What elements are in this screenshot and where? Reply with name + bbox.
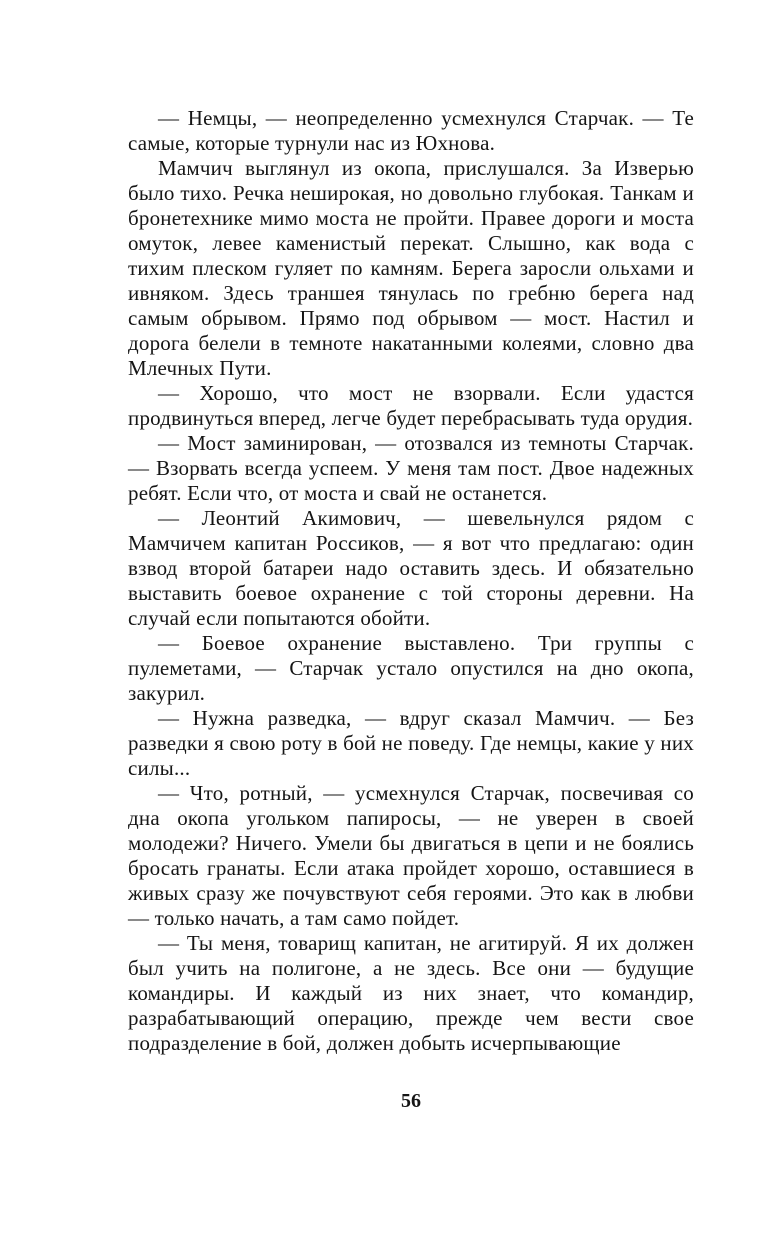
paragraph: — Леонтий Акимович, — шевельнулся рядом с Мамчичем капитан Россиков, — я вот что предлагаю: один взвод второй батареи надо оставить здесь. И обязательно выставить боевое охранение с той стороны деревни. На случай если попытаются обойти. xyxy=(128,506,694,630)
paragraph: — Хорошо, что мост не взорвали. Если удастся продвинуться вперед, легче будет перебрасывать туда орудия. xyxy=(128,381,694,430)
paragraph: — Нужна разведка, — вдруг сказал Мамчич. — Без разведки я свою роту в бой не поведу. Где немцы, какие у них силы... xyxy=(128,706,694,780)
page-text xyxy=(128,106,694,1056)
paragraph: — Ты меня, товарищ капитан, не агитируй. Я их должен был учить на полигоне, а не здесь. Все они — будущие командиры. И каждый из них знает, что командир, разрабатывающий операцию, прежде чем вести свое подразделение в бой, должен добыть исчерпывающие xyxy=(128,931,694,1055)
paragraph: — Боевое охранение выставлено. Три группы с пулеметами, — Старчак устало опустился на дно окопа, закурил. xyxy=(128,631,694,705)
page-number: 56 xyxy=(401,1090,421,1112)
paragraph: Мамчич выглянул из окопа, прислушался. За Изверью было тихо. Речка неширокая, но довольно глубокая. Танкам и бронетехнике мимо моста не пройти. Правее дороги и моста омуток, левее каменистый перекат. Слышно, как вода с тихим плеском гуляет по камням. Берега заросли ольхами и ивняком. Здесь траншея тянулась по гребню берега над самым обрывом. Прямо под обрывом — мост. Настил и дорога белели в темноте накатанными колеями, словно два Млечных Пути. xyxy=(128,156,694,380)
paragraph: — Мост заминирован, — отозвался из темноты Старчак. — Взорвать всегда успеем. У меня там пост. Двое надежных ребят. Если что, от моста и свай не останется. xyxy=(128,431,694,505)
paragraph: — Немцы, — неопределенно усмехнулся Старчак. — Те самые, которые турнули нас из Юхнова. xyxy=(128,106,694,155)
paragraph: — Что, ротный, — усмехнулся Старчак, посвечивая со дна окопа угольком папиросы, — не уверен в своей молодежи? Ничего. Умели бы двигаться в цепи и не боялись бросать гранаты. Если атака пройдет хорошо, оставшиеся в живых сразу же почувствуют себя героями. Это как в любви — только начать, а там само пойдет. xyxy=(128,781,694,930)
